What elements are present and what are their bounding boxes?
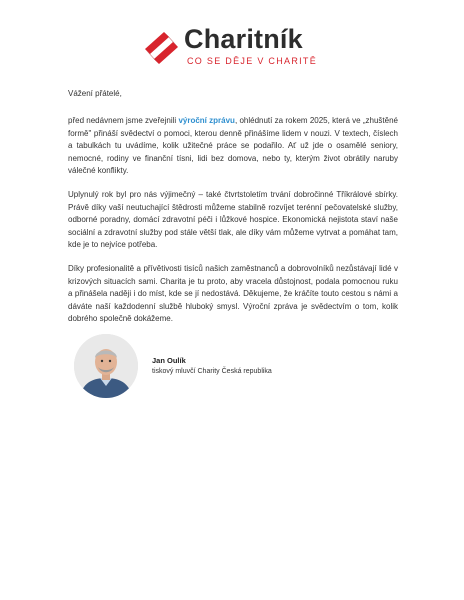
charita-logo-icon (142, 28, 182, 64)
paragraph-intro-start: před nedávnem jsme zveřejnili (68, 116, 179, 126)
greeting: Vážení přátelé, (68, 89, 122, 98)
paragraph-intro (68, 115, 398, 177)
paragraph-year-review: Uplynulý rok byl pro nás výjimečný – také čtvrtstoletím trvání dobročinné Tříkrálové sbírky. Právě díky vaší neutuchající štědrosti můžeme stabilně rozvíjet terénní pečovatelské služby, odborné poradny, domácí zdravotní péči i lůžkové hospice. Ekonomická nejistota staví naše sociální a zdravotní služby pod stále větší tlak, ale díky vám můžeme vytrvat a pomáhat tam, kde je to nejvíce potřeba. (68, 190, 398, 250)
newsletter-header (0, 26, 464, 74)
brand-title: Charitník (184, 24, 303, 54)
brand-subtitle: CO SE DĚJE V CHARITĚ (187, 56, 318, 66)
annual-report-link[interactable]: výroční zprávu (178, 116, 235, 126)
paragraph-intro-end: , ohlédnutí za rokem 2025, která ve „zhuštěné formě" přináší svědectví o pomoci, kterou denně přinášíme lidem v nouzi. V textech, číslech a tabulkách tu uvádíme, kolik užitečné práce se podařilo. Ať už jde o osamělé seniory, nemocné, rodiny ve finanční tísni, lidi bez domova, nebo ty, kterým život obrátily naruby válečné konflikty. (68, 116, 398, 176)
signature-role: tiskový mluvčí Charity Česká republika (152, 368, 272, 375)
signature-name: Jan Oulík (152, 356, 186, 365)
paragraph-thanks: Díky profesionalitě a přívětivosti tisíců našich zaměstnanců a dobrovolníků nezůstávají lidé v krizových situacích sami. Charita je tu proto, aby vracela důstojnost, podala pomocnou ruku a přinášela naději i do míst, kde se jí nedostává. Děkujeme, že kráčíte touto cestou s námi a dáváte naší každodenní službě hluboký smysl. Výroční zpráva je svědectvím o tom, kolik dobrého společně dokážeme. (68, 264, 398, 324)
portrait-photo (74, 334, 138, 398)
letter-body (68, 88, 398, 338)
avatar (74, 334, 138, 398)
signature-block (74, 334, 434, 406)
